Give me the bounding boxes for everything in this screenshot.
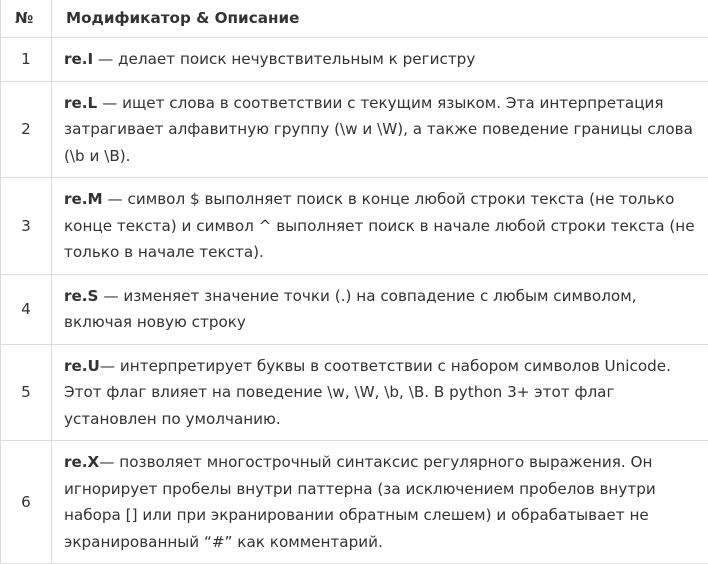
table-header-row xyxy=(1,0,708,38)
row-number: 3 xyxy=(1,178,52,275)
row-number: 1 xyxy=(1,38,52,82)
header-description: Модификатор & Описание xyxy=(52,0,708,38)
flag-name: re.X xyxy=(64,453,99,471)
table-row xyxy=(1,178,708,275)
flag-description: — делает поиск нечувствительным к регистру xyxy=(93,50,475,68)
flag-name: re.S xyxy=(64,287,99,305)
flag-name: re.M xyxy=(64,190,103,208)
row-description xyxy=(52,441,708,564)
row-description xyxy=(52,38,708,82)
flag-name: re.I xyxy=(64,50,93,68)
row-number: 5 xyxy=(1,344,52,441)
row-description xyxy=(52,344,708,441)
table-row xyxy=(1,441,708,564)
table-row xyxy=(1,38,708,82)
row-number: 2 xyxy=(1,81,52,178)
flag-name: re.U xyxy=(64,357,100,375)
table-row xyxy=(1,81,708,178)
table-row xyxy=(1,274,708,344)
row-number: 6 xyxy=(1,441,52,564)
flag-description: — позволяет многострочный синтаксис регулярного выражения. Он игнорирует пробелы внутри паттерна (за исключением пробелов внутри набора [] или при экранировании обратным слешем) и обрабатывает не экранированный “#” как комментарий. xyxy=(64,453,656,551)
row-description xyxy=(52,81,708,178)
row-number: 4 xyxy=(1,274,52,344)
flag-name: re.L xyxy=(64,94,97,112)
flag-description: — интерпретирует буквы в соответствии с набором символов Unicode. Этот флаг влияет на поведение \w, \W, \b, \B. В python 3+ этот флаг установлен по умолчанию. xyxy=(64,357,671,428)
flag-description: — изменяет значение точки (.) на совпадение с любым символом, включая новую строку xyxy=(64,287,637,332)
header-number: № xyxy=(1,0,52,38)
flag-description: — ищет слова в соответствии с текущим языком. Эта интерпретация затрагивает алфавитную группу (\w и \W), а также поведение границы слова (\b и \B). xyxy=(64,94,693,165)
table-row xyxy=(1,344,708,441)
row-description xyxy=(52,178,708,275)
row-description xyxy=(52,274,708,344)
flag-description: — символ $ выполняет поиск в конце любой строки текста (не только конце текста) и символ ^ выполняет поиск в начале любой строки текста (не только в начале текста). xyxy=(64,190,695,261)
